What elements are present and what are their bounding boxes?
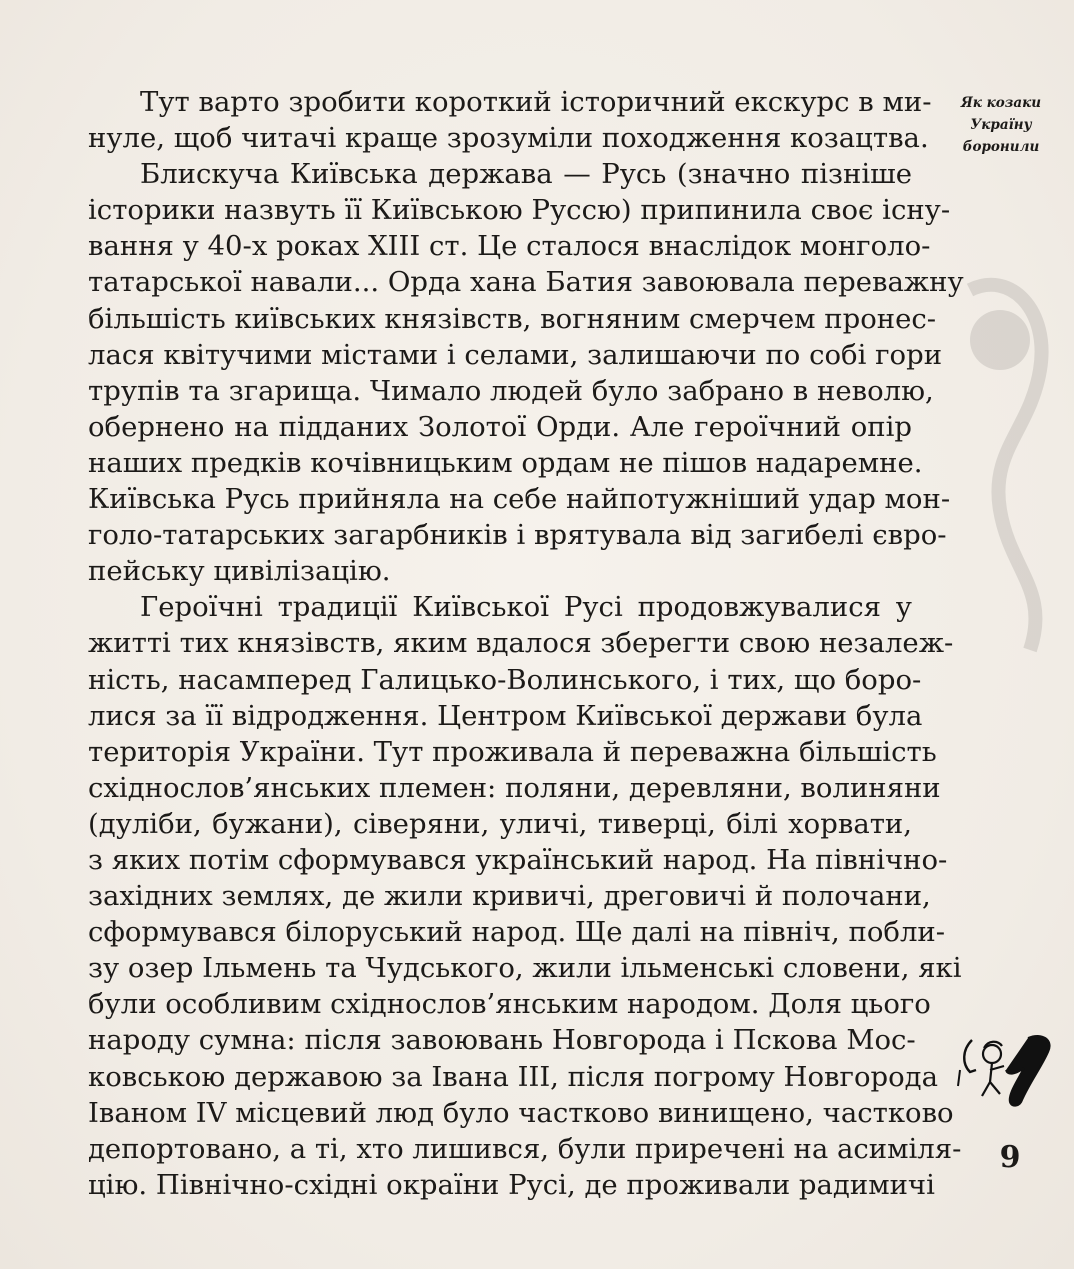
running-head-line-3: боронили bbox=[962, 139, 1040, 155]
text-line: нуле, щоб читачі краще зрозуміли походження козацтва. bbox=[88, 122, 929, 155]
page-number: 9 bbox=[999, 1140, 1021, 1175]
faint-background-illustration bbox=[930, 250, 1074, 670]
text-line: Героїчні традиції Київської Русі продовжувалися у bbox=[140, 591, 912, 624]
text-line: вання у 40-х роках XIII ст. Це сталося внаслідок монголо- bbox=[88, 230, 931, 263]
text-line: зу озер Ільмень та Чудського, жили ільменські словени, які bbox=[88, 952, 962, 985]
text-line: ність, насамперед Галицько-Волинського, і тих, що боро- bbox=[88, 663, 922, 696]
text-line: татарської навали... Орда хана Батия завоювала переважну bbox=[88, 266, 964, 299]
cossack-letter-y-icon bbox=[950, 1030, 1060, 1110]
text-line: з яких потім сформувався український народ. На північно- bbox=[88, 843, 948, 876]
text-line: історики назвуть її Київською Руссю) припинила своє існу- bbox=[88, 194, 951, 227]
text-line: Блискуча Київська держава — Русь (значно пізніше bbox=[140, 158, 912, 191]
text-line: пейську цивілізацію. bbox=[88, 555, 391, 588]
text-line: західних землях, де жили кривичі, дреговичі й полочани, bbox=[88, 880, 931, 913]
text-line: цію. Північно-східні окраїни Русі, де проживали радимичі bbox=[88, 1168, 935, 1201]
text-line: житті тих князівств, яким вдалося зберегти свою незалеж- bbox=[88, 627, 954, 660]
text-line: Іваном IV місцевий люд було частково винищено, частково bbox=[88, 1096, 954, 1129]
text-line: обернено на підданих Золотої Орди. Але героїчний опір bbox=[88, 410, 912, 443]
text-line: трупів та згарища. Чимало людей було забрано в неволю, bbox=[88, 374, 934, 407]
text-line: лися за її відродження. Центром Київської держави була bbox=[88, 699, 923, 732]
text-line: були особливим східнослов’янським народом. Доля цього bbox=[88, 988, 931, 1021]
text-line: ковською державою за Івана III, після погрому Новгорода bbox=[88, 1060, 938, 1093]
running-head bbox=[940, 92, 1062, 158]
text-line: Тут варто зробити короткий історичний екскурс в ми- bbox=[140, 86, 932, 118]
text-line: територія України. Тут проживала й переважна більшість bbox=[88, 735, 937, 768]
text-line: народу сумна: після завоювань Новгорода і Пскова Мос- bbox=[88, 1024, 916, 1057]
text-line: більшість київських князівств, вогняним смерчем пронес- bbox=[88, 302, 937, 335]
running-head-line-1: Як козаки bbox=[960, 95, 1042, 111]
text-line: східнослов’янських племен: поляни, деревляни, волиняни bbox=[88, 771, 941, 804]
text-line: наших предків кочівницьким ордам не пішов надаремне. bbox=[88, 446, 923, 479]
text-line: (дуліби, бужани), сіверяни, уличі, тиверці, білі хорвати, bbox=[88, 807, 912, 840]
text-line: сформувався білоруський народ. Ще далі на північ, побли- bbox=[88, 916, 946, 949]
text-line: депортовано, а ті, хто лишився, були приречені на асиміля- bbox=[88, 1132, 962, 1165]
running-head-line-2: Україну bbox=[970, 117, 1032, 133]
body-text bbox=[88, 84, 964, 1203]
text-line: Київська Русь прийняла на себе найпотужніший удар мон- bbox=[88, 483, 951, 516]
text-line: лася квітучими містами і селами, залишаючи по собі гори bbox=[88, 338, 943, 371]
text-line: голо-татарських загарбників і врятувала від загибелі євро- bbox=[88, 519, 947, 552]
